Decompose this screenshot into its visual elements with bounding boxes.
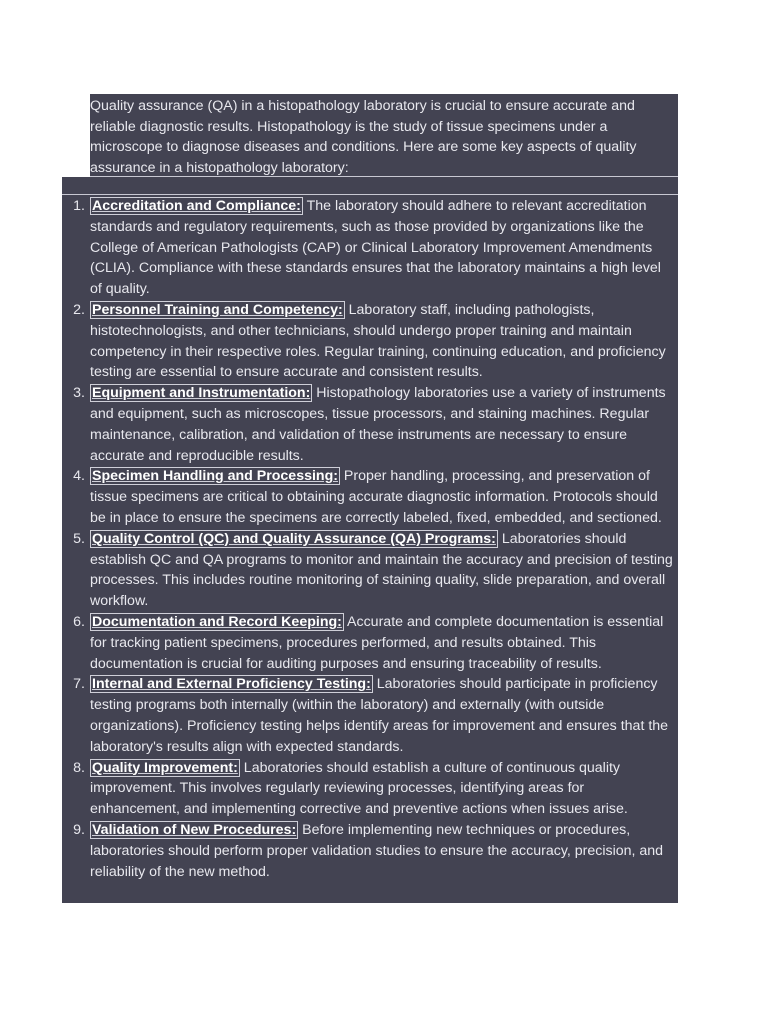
spacer-bar [62,177,678,194]
list-item-body: Before implementing new techniques or procedures, laboratories should perform proper validation studies to ensure the accuracy, precision, and reliability of the new method. [90,821,664,880]
list-item-number: 2. [73,301,85,318]
list-item-body: Laboratory staff, including pathologists, histotechnologists, and other technicians, should undergo proper training and maintain competency in their respective roles. Regular training, continuing education, and proficiency testing are essential to ensure accurate and consistent results. [90,301,666,381]
list-item-number: 4. [73,468,85,485]
list-item [62,612,678,674]
list-item-title: Accreditation and Compliance: [92,198,301,214]
list-item-body: Histopathology laboratories use a variety of instruments and equipment, such as microscopes, tissue processors, and staining machines. Regular maintenance, calibration, and validation of these instruments are necessary to ensure accurate and reproducible results. [90,385,666,464]
list-item [62,758,678,820]
list-item [62,466,678,528]
list-item [62,196,678,300]
intro-block [90,94,678,176]
qa-aspects-list [62,196,678,882]
list-item-title: Quality Improvement: [92,759,238,776]
list-item-title: Documentation and Record Keeping: [92,613,342,630]
list-item [62,674,678,757]
qa-aspects-list-block [62,195,678,903]
list-item [62,529,678,612]
list-item-number: 3. [73,385,85,402]
list-item-body: Proper handling, processing, and preservation of tissue specimens are critical to obtaining accurate diagnostic information. Protocols should be in place to ensure the specimens are correctly labeled, fixed, embedded, and sectioned. [90,468,662,526]
list-item-body: The laboratory should adhere to relevant accreditation standards and regulatory requirements, such as those provided by organizations like the College of American Pathologists (CAP) or Clinical Laboratory Improvement Amendments (CLIA). Compliance with these standards ensures that the laboratory maintains a high level of quality. [90,198,661,298]
list-item-title: Specimen Handling and Processing: [92,468,338,485]
list-item-number: 8. [73,759,85,776]
list-item-title: Equipment and Instrumentation: [92,385,311,402]
list-item-number: 9. [73,821,85,838]
list-item-title: Validation of New Procedures: [92,821,297,838]
list-item-title: Personnel Training and Competency: [92,301,343,318]
list-item-title: Quality Control (QC) and Quality Assurance (QA) Programs: [92,530,496,547]
list-item-number: 7. [73,676,85,693]
list-item-body: Laboratories should establish QC and QA programs to monitor and maintain the accuracy and precision of testing processes. This includes routine monitoring of staining quality, slide preparation, and overall workflow. [90,530,673,610]
list-item-number: 5. [73,530,85,547]
list-item-body: Laboratories should participate in proficiency testing programs both internally (within the laboratory) and externally (with outside organizations). Proficiency testing helps identify areas for improvement and ensures that the laboratory's results align with expected standards. [90,676,669,755]
list-item-body: Laboratories should establish a culture of continuous quality improvement. This involves regularly reviewing processes, identifying areas for enhancement, and implementing corrective and preventive actions when issues arise. [90,759,628,818]
intro-paragraph: Quality assurance (QA) in a histopathology laboratory is crucial to ensure accurate and reliable diagnostic results. Histopathology is the study of tissue specimens under a microscope to diagnose diseases and conditions. Here are some key aspects of quality assurance in a histopathology laboratory: [90,98,637,177]
list-item [62,383,678,466]
list-item [62,820,678,882]
list-item-body: Accurate and complete documentation is essential for tracking patient specimens, procedures performed, and results obtained. This documentation is crucial for auditing purposes and ensuring traceability of results. [90,613,664,672]
list-item-number: 1. [73,198,85,214]
list-item-title: Internal and External Proficiency Testing: [92,676,371,693]
list-item [62,300,678,383]
list-item-number: 6. [73,613,85,630]
